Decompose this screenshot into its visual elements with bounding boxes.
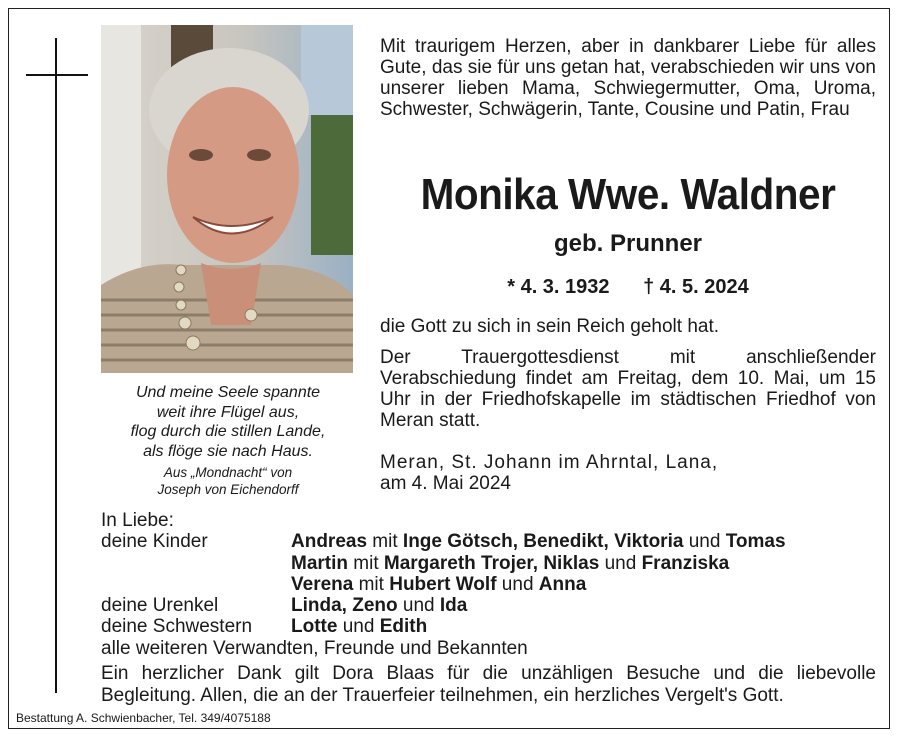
quote-source-line: Aus „Mondnacht“ von	[163, 465, 293, 480]
quote-source-author: Joseph von Eichendorff	[157, 482, 299, 497]
cross-icon	[55, 38, 57, 693]
children-line: Andreas mit Inge Götsch, Benedikt, Viktoria und Tomas	[291, 531, 786, 553]
quote-source	[100, 464, 356, 498]
great-grandchildren: Linda, Zeno und Ida	[291, 595, 468, 617]
service-info: Der Trauergottesdienst mit anschließender Verabschiedung findet am Freitag, dem 10. Mai, um 15 Uhr in der Friedhofskapelle im städtischen Friedhof von Meran statt.	[380, 347, 876, 431]
places: Meran, St. Johann im Ahrntal, Lana,	[380, 452, 719, 473]
life-dates	[380, 276, 876, 299]
portrait-photo	[101, 25, 353, 373]
other-relatives: alle weiteren Verwandten, Freunde und Bekannten	[101, 637, 528, 659]
sisters-label: deine Schwestern	[101, 616, 253, 638]
thanks-text: Ein herzlicher Dank gilt Dora Blaas für die unzähligen Besuche und die liebevolle Begleitung. Allen, die an der Trauerfeier teilnehmen, ein herzliches Vergelt's Gott.	[101, 663, 876, 706]
place-date	[380, 452, 876, 494]
family-list	[101, 510, 881, 659]
sisters: Lotte und Edith	[291, 616, 428, 638]
quote-line: als flöge sie nach Haus.	[143, 442, 313, 460]
quote-line: Und meine Seele spannte	[135, 384, 321, 401]
reich-line: die Gott zu sich in sein Reich geholt hat.	[380, 316, 720, 337]
deceased-name: Monika Wwe. Waldner	[420, 170, 836, 219]
quote-line: flog durch die stillen Lande,	[130, 423, 326, 440]
quote-line: weit ihre Flügel aus,	[156, 403, 300, 421]
cross-icon-bar	[26, 74, 88, 76]
children-label: deine Kinder	[101, 531, 208, 553]
great-grandchildren-label: deine Urenkel	[101, 595, 219, 617]
birth-name: geb. Prunner	[553, 230, 703, 257]
poem-quote	[100, 383, 356, 461]
intro-text: Mit traurigem Herzen, aber in dankbarer Liebe für alles Gute, das sie für uns getan hat, verabschieden wir uns von unserer lieben Mama, Schwiegermutter, Oma, Uroma, Schwester, Schwägerin, Tante, Cousine und Patin, Frau	[380, 36, 876, 120]
children-line: Martin mit Margareth Trojer, Niklas und Franziska	[291, 552, 730, 574]
family-heading: In Liebe:	[101, 510, 174, 531]
birth-date: * 4. 3. 1932	[507, 276, 610, 298]
date-line: am 4. Mai 2024	[380, 473, 511, 494]
funeral-home: Bestattung A. Schwienbacher, Tel. 349/4075188	[16, 711, 271, 725]
children-line: Verena mit Hubert Wolf und Anna	[291, 573, 587, 595]
death-date: † 4. 5. 2024	[643, 276, 749, 298]
